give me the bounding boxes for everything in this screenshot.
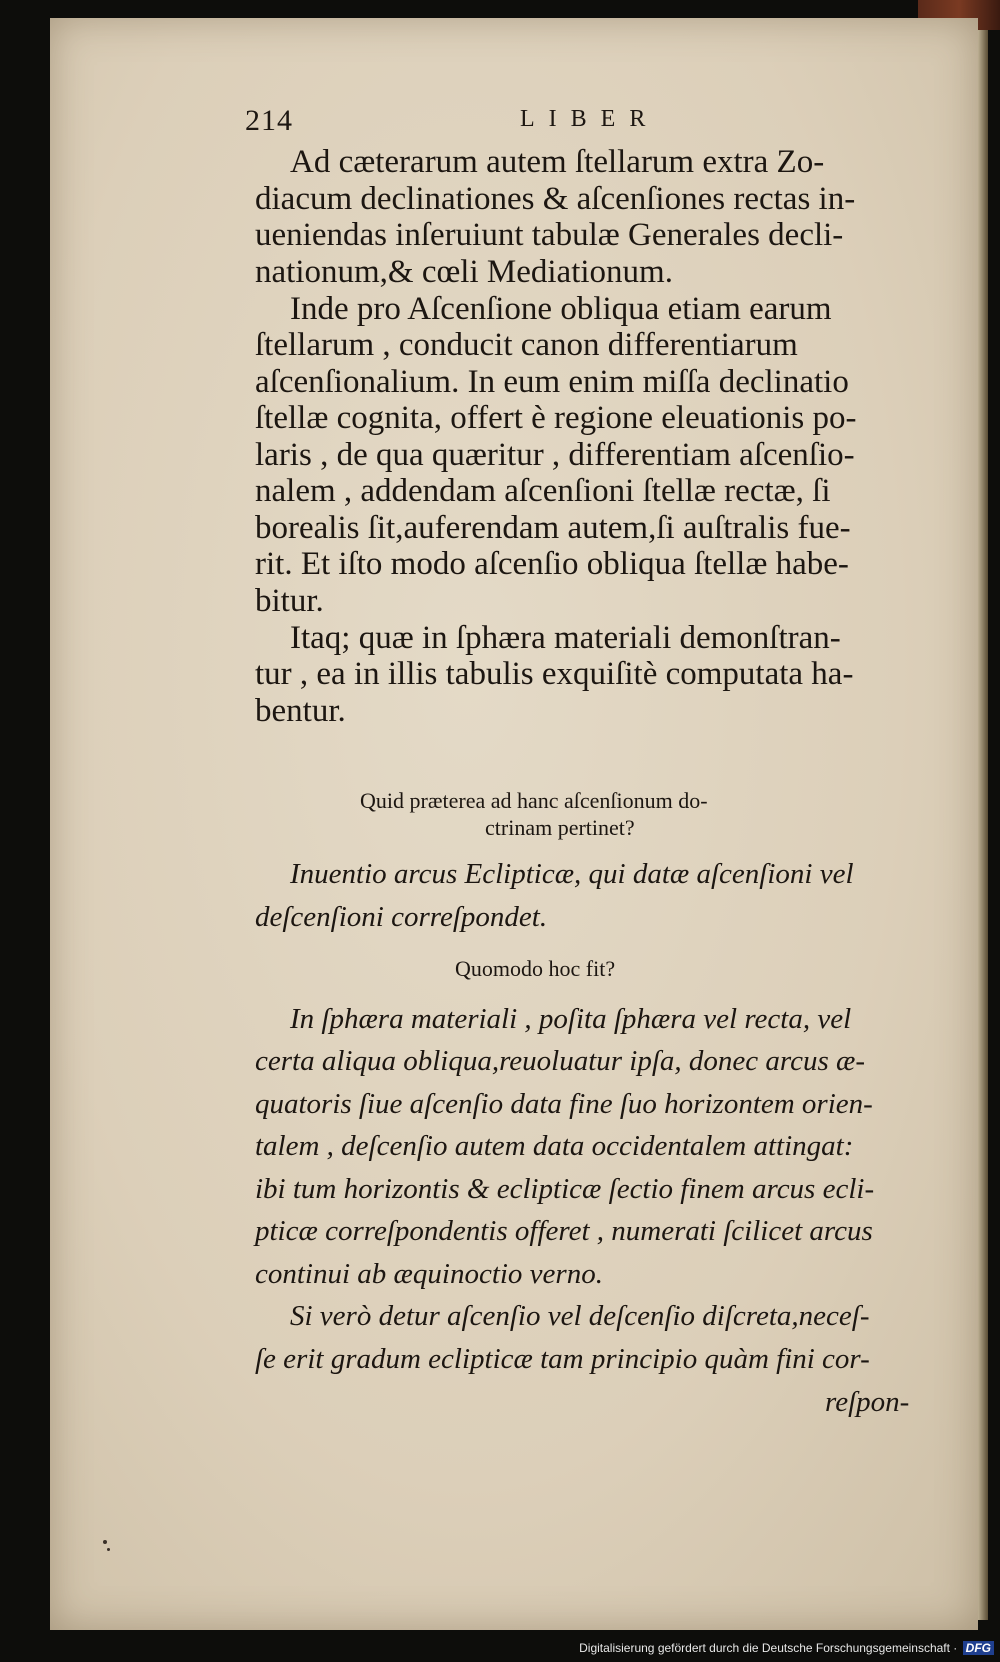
text-line: ſtellarum , conducit canon differentiarum: [255, 327, 798, 363]
running-head: LIBER: [520, 106, 660, 132]
text-line: Inde pro Aſcenſione obliqua etiam earum: [290, 291, 832, 327]
text-line: nationum,& cœli Mediationum.: [255, 254, 673, 290]
text-line: bitur.: [255, 583, 324, 619]
answer-line: Si verò detur aſcenſio vel deſcenſio diſcreta,neceſ-: [290, 1300, 870, 1332]
text-line: aſcenſionalium. In eum enim miſſa declinatio: [255, 364, 849, 400]
answer-line: In ſphæra materiali , poſita ſphæra vel recta, vel: [290, 1003, 852, 1035]
text-line: ueniendas inſeruiunt tabulæ Generales decli-: [255, 217, 844, 253]
text-line: ſtellæ cognita, offert è regione eleuationis po-: [255, 400, 857, 436]
answer-line: talem , deſcenſio autem data occidentalem attingat:: [255, 1130, 854, 1162]
catchword: reſpon-: [825, 1386, 910, 1418]
question-line: ctrinam pertinet?: [485, 815, 635, 840]
text-line: bentur.: [255, 693, 346, 729]
answer-line: pticæ correſpondentis offeret , numerati ſcilicet arcus: [255, 1215, 873, 1247]
text-line: Itaq; quæ in ſphæra materiali demonſtran-: [290, 620, 841, 656]
answer-line: ibi tum horizontis & eclipticæ ſectio finem arcus ecli-: [255, 1173, 875, 1205]
dfg-logo: DFG: [963, 1641, 994, 1655]
answer-line: continui ab æquinoctio verno.: [255, 1258, 603, 1290]
paper-speck: [103, 1540, 107, 1544]
question-line: Quid præterea ad hanc aſcenſionum do-: [360, 788, 708, 813]
credit-text: Digitalisierung gefördert durch die Deutsche Forschungsgemeinschaft ·: [579, 1641, 958, 1655]
answer-line: deſcenſioni correſpondet.: [255, 901, 548, 933]
answer-line: Inuentio arcus Eclipticæ, qui datæ aſcenſioni vel: [290, 858, 854, 890]
text-line: borealis ſit,auferendam autem,ſi auſtralis fue-: [255, 510, 851, 546]
answer-line: ſe erit gradum eclipticæ tam principio quàm fini cor-: [255, 1343, 870, 1375]
digitization-credit: [579, 1641, 994, 1655]
answer-line: certa aliqua obliqua,reuoluatur ipſa, donec arcus æ-: [255, 1045, 866, 1077]
text-line: Ad cæterarum autem ſtellarum extra Zo-: [290, 144, 825, 180]
text-line: nalem , addendam aſcenſioni ſtellæ rectæ, ſi: [255, 473, 831, 509]
page-number: 214: [245, 104, 293, 137]
text-line: laris , de qua quæritur , differentiam aſcenſio-: [255, 437, 855, 473]
text-line: diacum declinationes & aſcenſiones rectas in-: [255, 181, 856, 217]
text-line: tur , ea in illis tabulis exquiſitè computata ha-: [255, 656, 854, 692]
text-line: rit. Et iſto modo aſcenſio obliqua ſtellæ habe-: [255, 546, 849, 582]
question-line: Quomodo hoc fit?: [455, 956, 616, 981]
answer-line: quatoris ſiue aſcenſio data fine ſuo horizontem orien-: [255, 1088, 873, 1120]
page-header: [245, 104, 725, 144]
paper-speck: [107, 1548, 110, 1551]
